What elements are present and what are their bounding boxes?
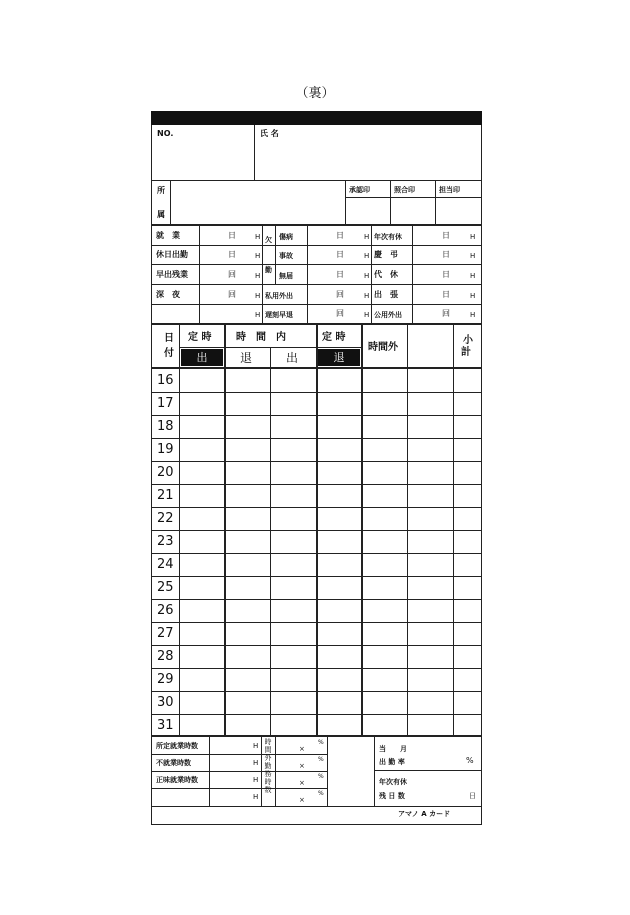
divider (151, 264, 482, 265)
summary-unit: H (364, 311, 370, 319)
divider (371, 226, 372, 323)
day-number: 16 (157, 373, 174, 388)
month-label: 当 月 (379, 745, 407, 753)
summary-unit: H (255, 252, 261, 260)
summary-unit: H (470, 292, 476, 300)
subtotal-header: 小 (463, 335, 473, 346)
divider (435, 180, 436, 224)
divider (151, 180, 482, 181)
divider (345, 180, 346, 224)
row-divider (151, 507, 482, 508)
summary-unit: H (364, 292, 370, 300)
summary-unit: 日 (336, 231, 344, 240)
footer-unit: H (253, 776, 259, 784)
divider (151, 304, 482, 305)
summary-unit: H (255, 292, 261, 300)
footer-label: 正味就業時数 (156, 776, 198, 784)
day-number: 27 (157, 626, 174, 641)
divider (209, 737, 210, 806)
summary-unit: H (364, 252, 370, 260)
day-number: 31 (157, 718, 174, 733)
divider (275, 737, 276, 806)
summary-unit: H (255, 233, 261, 241)
return-header-2: 退 (318, 349, 360, 366)
summary-unit: 日 (336, 250, 344, 259)
summary-unit: 回 (228, 290, 236, 299)
summary-label: 深 夜 (156, 290, 180, 299)
day-number: 22 (157, 511, 174, 526)
no-label: NO. (157, 129, 174, 138)
summary-unit: 回 (228, 270, 236, 279)
summary-label: 就 業 (156, 231, 180, 240)
out-header-1: 出 (181, 349, 223, 366)
summary-label: 事故 (279, 252, 293, 260)
ratio-mark: × (299, 745, 305, 753)
check-stamp-label: 照合印 (394, 186, 415, 194)
summary-label: 早出残業 (156, 270, 188, 279)
dept-label: 所 (157, 186, 165, 195)
day-number: 17 (157, 396, 174, 411)
staff-stamp-label: 担当印 (439, 186, 460, 194)
summary-unit: 日 (442, 231, 450, 240)
summary-unit: 回 (336, 290, 344, 299)
page-caption: （裏） (295, 86, 335, 101)
percent-mark: % (318, 739, 324, 746)
card-top-bar (151, 111, 482, 125)
percent-mark: % (318, 773, 324, 780)
summary-unit: H (255, 272, 261, 280)
summary-unit: H (255, 311, 261, 319)
overtime-vertical-label: 時間外勤務時数 (264, 738, 272, 794)
summary-label: 代 休 (374, 270, 398, 279)
date-header-2: 付 (164, 348, 174, 359)
return-header-1: 退 (240, 351, 253, 365)
divider (151, 788, 327, 789)
summary-label: 休日出勤 (156, 250, 188, 259)
day-number: 20 (157, 465, 174, 480)
row-divider (151, 576, 482, 577)
summary-unit: 日 (442, 250, 450, 259)
summary-label: 年次有休 (374, 233, 402, 241)
divider (262, 226, 263, 323)
leave-label: 年次有休 (379, 778, 407, 786)
row-divider (151, 668, 482, 669)
divider (374, 737, 375, 806)
day-number: 25 (157, 580, 174, 595)
absence-label: 欠 (265, 236, 272, 244)
day-number: 28 (157, 649, 174, 664)
divider (151, 806, 482, 807)
divider (374, 770, 482, 771)
attendance-unit: % (466, 756, 474, 765)
row-divider (151, 530, 482, 531)
summary-label: 遅刻早退 (265, 311, 293, 319)
summary-unit: 回 (336, 309, 344, 318)
subtotal-header-2: 計 (461, 347, 471, 358)
out-header-2: 出 (286, 351, 299, 365)
row-divider (151, 622, 482, 623)
ratio-mark: × (299, 796, 305, 804)
divider (412, 226, 413, 323)
dept-label-2: 属 (157, 210, 165, 219)
divider (270, 347, 271, 735)
percent-mark: % (318, 756, 324, 763)
divider (151, 284, 482, 285)
summary-unit: 日 (336, 270, 344, 279)
attendance-label: 出 勤 率 (379, 758, 405, 766)
summary-unit: 日 (442, 290, 450, 299)
day-number: 19 (157, 442, 174, 457)
row-divider (151, 645, 482, 646)
leave-label-2: 残 日 数 (379, 792, 405, 800)
summary-unit: H (364, 272, 370, 280)
divider (345, 197, 482, 198)
footer-label: 所定就業時数 (156, 742, 198, 750)
footer-unit: H (253, 742, 259, 750)
divider (254, 125, 255, 180)
ratio-mark: × (299, 762, 305, 770)
divider (151, 754, 327, 755)
row-divider (151, 484, 482, 485)
row-divider (151, 553, 482, 554)
footer-label: 不就業時数 (156, 759, 191, 767)
summary-unit: H (470, 252, 476, 260)
divider (151, 224, 482, 226)
row-divider (151, 691, 482, 692)
jikannai-header: 時 間 内 (236, 332, 286, 343)
divider (390, 180, 391, 224)
absence-label-2: 勤 (265, 266, 272, 274)
day-number: 29 (157, 672, 174, 687)
summary-label: 傷病 (279, 233, 293, 241)
divider (327, 737, 328, 806)
divider (151, 245, 482, 246)
summary-unit: H (470, 311, 476, 319)
day-number: 30 (157, 695, 174, 710)
overtime-header: 時間外 (368, 342, 398, 353)
summary-unit: 日 (442, 270, 450, 279)
row-divider (151, 415, 482, 416)
footer-unit: H (253, 759, 259, 767)
row-divider (151, 438, 482, 439)
summary-label: 出 張 (374, 290, 398, 299)
day-number: 21 (157, 488, 174, 503)
row-divider (151, 714, 482, 715)
summary-label: 私用外出 (265, 292, 293, 300)
divider (151, 771, 327, 772)
summary-label: 慶 弔 (374, 250, 398, 259)
summary-unit: H (470, 233, 476, 241)
divider (151, 735, 482, 737)
teiji-header: 定 時 (188, 332, 212, 343)
summary-label: 無届 (279, 272, 293, 280)
footer-unit: H (253, 793, 259, 801)
divider (199, 226, 200, 323)
summary-label: 公用外出 (374, 311, 402, 319)
day-number: 18 (157, 419, 174, 434)
row-divider (151, 461, 482, 462)
ratio-mark: × (299, 779, 305, 787)
summary-unit: 日 (228, 250, 236, 259)
divider (275, 226, 276, 284)
leave-unit: 日 (469, 792, 476, 800)
brand-label: アマノ A カード (398, 810, 451, 818)
summary-unit: H (470, 272, 476, 280)
summary-unit: H (364, 233, 370, 241)
divider (170, 180, 171, 224)
approval-stamp-label: 承認印 (349, 186, 370, 194)
name-label: 氏 名 (260, 129, 279, 138)
divider (307, 226, 308, 323)
teiji-header-2: 定 時 (322, 332, 346, 343)
day-number: 26 (157, 603, 174, 618)
row-divider (151, 599, 482, 600)
day-number: 23 (157, 534, 174, 549)
day-number: 24 (157, 557, 174, 572)
divider (261, 737, 262, 806)
date-header: 日 (164, 333, 174, 344)
summary-unit: 日 (228, 231, 236, 240)
percent-mark: % (318, 790, 324, 797)
summary-unit: 回 (442, 309, 450, 318)
row-divider (151, 392, 482, 393)
